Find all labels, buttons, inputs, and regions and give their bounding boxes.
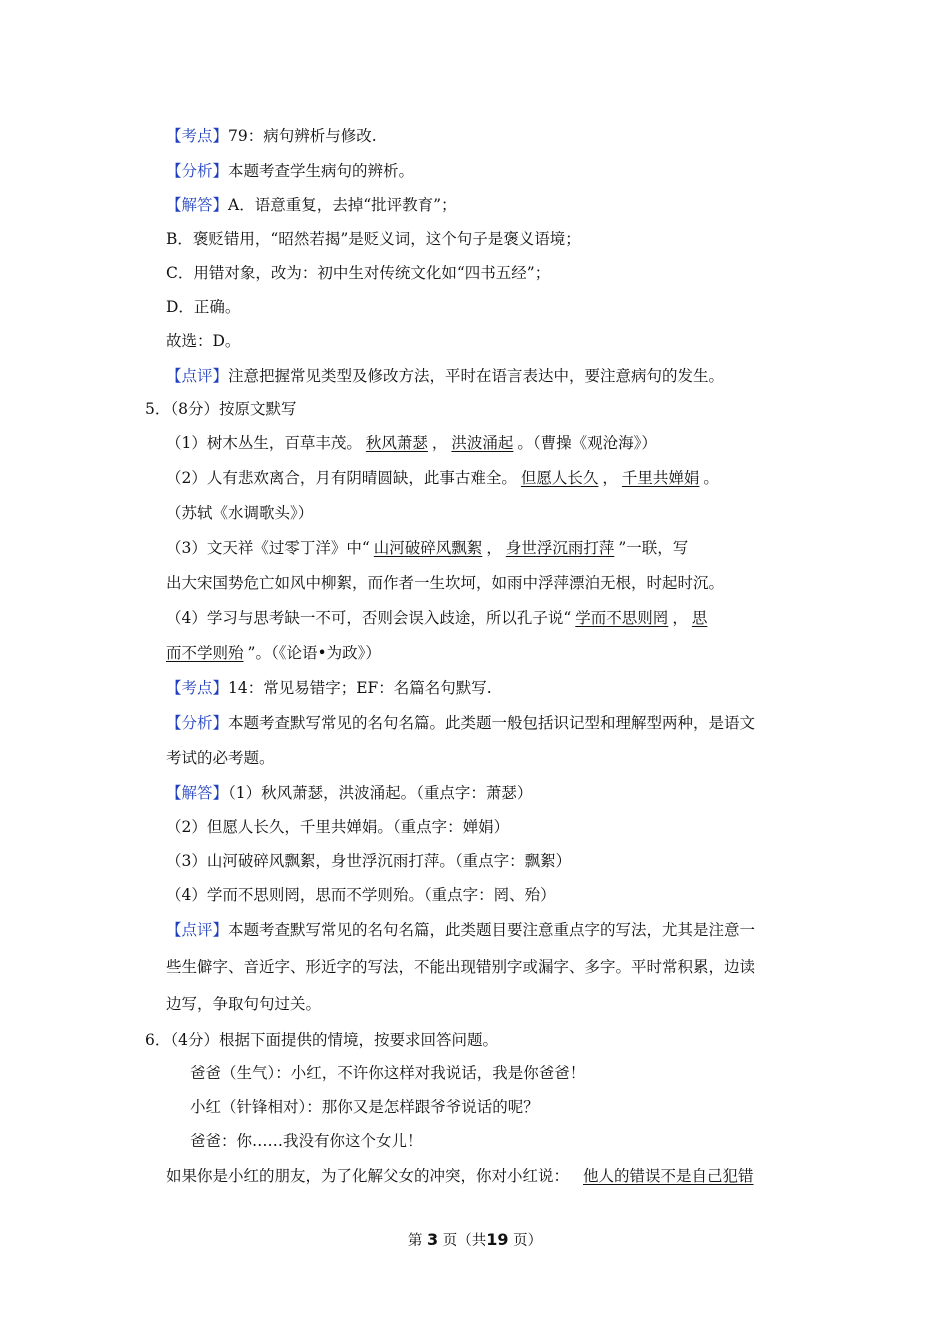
current-page-number: 3 (426, 1230, 439, 1249)
q5-part3-line2: 出大宋国势危亡如风中柳絮，而作者一生坎坷，如雨中浮萍漂泊无根，时起时沉。 (166, 574, 725, 592)
page-footer: 第 3 页（共19 页） (407, 1230, 543, 1249)
q6-prompt: 如果你是小红的朋友，为了化解父女的冲突，你对小红说： 他人的错误不是自己犯错 (166, 1167, 754, 1185)
dianping-tag: 【点评】 (166, 367, 229, 385)
q5-fenxi-line2: 考试的必考题。 (166, 749, 275, 767)
q6-title: 6．（4分）根据下面提供的情境，按要求回答问题。 (145, 1031, 498, 1049)
q5-jieda-4: （4）学而不思则罔，思而不学则殆。（重点字：罔、殆） (166, 886, 556, 904)
jieda-tag: 【解答】 (166, 784, 229, 802)
q5-part2: （2）人有悲欢离合，月有阴晴圆缺，此事古难全。 但愿人长久 ， 千里共婵娟 。 (166, 469, 719, 487)
fenxi-tag: 【分析】 (166, 162, 229, 180)
answer-blank: 秋风萧瑟 (365, 434, 428, 452)
q5-dianping-line2: 些生僻字、音近字、形近字的写法，不能出现错别字或漏字、多字。平时常积累，边读 (166, 958, 756, 976)
q5-dianping-line3: 边写，争取句句过关。 (166, 995, 322, 1013)
q6-dialog-1: 爸爸（生气）：小红，不许你这样对我说话，我是你爸爸！ (190, 1064, 586, 1082)
q6-dialog-3: 爸爸：你……我没有你这个女儿！ (190, 1132, 423, 1150)
answer-blank: 但愿人长久 (520, 469, 599, 487)
answer-blank: 学而不思则罔 (575, 609, 669, 627)
kaodian-tag: 【考点】 (166, 679, 229, 697)
q4-line-c: C．用错对象，改为：初中生对传统文化如“四书五经”； (166, 264, 551, 282)
q5-part4: （4）学习与思考缺一不可，否则会误入歧途，所以孔子说“ 学而不思则罔 ， 思 (166, 608, 711, 628)
answer-blank: 思 (691, 609, 708, 627)
answer-blank: 山河破碎风飘絮 (373, 539, 483, 557)
q4-fenxi: 【分析】本题考查学生病句的辨析。 (166, 162, 415, 180)
answer-blank: 而不学则殆 (166, 644, 244, 662)
q5-part2-source: （苏轼《水调歌头》） (166, 504, 314, 522)
q4-kaodian: 【考点】79：病句辨析与修改. (166, 127, 377, 145)
q5-fenxi: 【分析】本题考查默写常见的名句名篇。此类题一般包括识记型和理解型两种，是语文 (166, 714, 756, 732)
q5-jieda-2: （2）但愿人长久，千里共婵娟。（重点字：婵娟） (166, 818, 510, 836)
q5-dianping: 【点评】本题考查默写常见的名句名篇，此类题目要注意重点字的写法，尤其是注意一 (166, 921, 756, 939)
q5-kaodian: 【考点】14：常见易错字；EF：名篇名句默写. (166, 679, 492, 697)
q5-part3: （3）文天祥《过零丁洋》中“ 山河破碎风飘絮 ， 身世浮沉雨打萍 ”一联，写 (166, 539, 689, 557)
q4-line-b: B．褒贬错用，“昭然若揭”是贬义词，这个句子是褒义语境； (166, 230, 581, 248)
q4-line-d: D．正确。 (166, 298, 241, 316)
total-pages: 19 (486, 1230, 509, 1249)
q5-jieda-3: （3）山河破碎风飘絮，身世浮沉雨打萍。（重点字：飘絮） (166, 852, 572, 870)
jieda-tag: 【解答】 (166, 196, 229, 214)
kaodian-tag: 【考点】 (166, 127, 229, 145)
answer-blank: 身世浮沉雨打萍 (505, 539, 615, 557)
q5-title: 5．（8分）按原文默写 (145, 400, 297, 418)
fenxi-tag: 【分析】 (166, 714, 229, 732)
q6-dialog-2: 小红（针锋相对）：那你又是怎样跟爷爷说话的呢？ (190, 1098, 539, 1116)
q4-answer: 故选：D。 (166, 332, 241, 350)
q5-jieda: 【解答】（1）秋风萧瑟，洪波涌起。（重点字：萧瑟） (166, 784, 533, 802)
answer-blank: 洪波涌起 (451, 434, 514, 452)
q5-part1: （1）树木丛生，百草丰茂。 秋风萧瑟 ， 洪波涌起 。（曹操《观沧海》） (166, 434, 657, 452)
q4-dianping: 【点评】注意把握常见类型及修改方法，平时在语言表达中，要注意病句的发生。 (166, 367, 725, 385)
q4-jieda: 【解答】A．语意重复，去掉“批评教育”； (166, 196, 457, 214)
q5-part4-line2: 而不学则殆 ”。（《论语•为政》） (166, 644, 381, 662)
dianping-tag: 【点评】 (166, 921, 229, 939)
answer-blank: 他人的错误不是自己犯错 (583, 1167, 754, 1185)
answer-blank: 千里共婵娟 (621, 469, 700, 487)
